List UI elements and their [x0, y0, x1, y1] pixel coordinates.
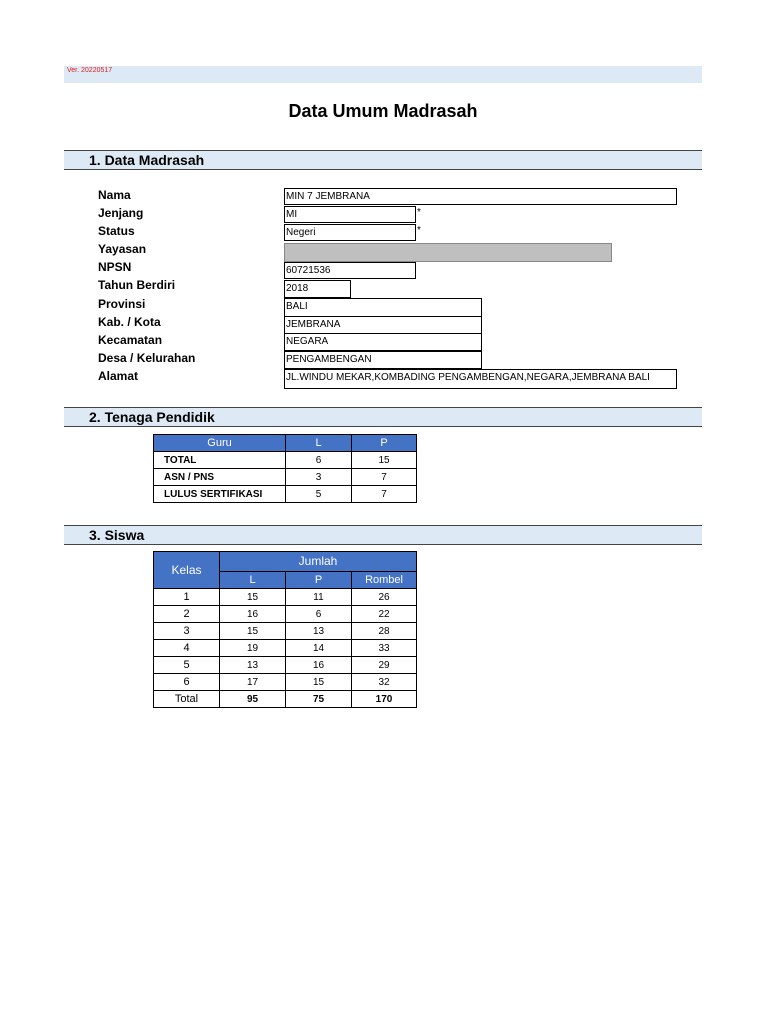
cell-kelas: 6 — [154, 674, 220, 691]
label-provinsi: Provinsi — [98, 297, 146, 311]
table-row — [154, 452, 417, 469]
cell-p[interactable]: 15 — [352, 452, 417, 469]
page-title: Data Umum Madrasah — [288, 101, 478, 121]
label-npsn: NPSN — [98, 260, 132, 274]
cell-total-l: 95 — [220, 691, 286, 708]
version-bar — [64, 66, 702, 83]
section-title: 1. Data Madrasah — [89, 152, 205, 168]
cell-p[interactable]: 14 — [286, 640, 352, 657]
cell-kelas: 5 — [154, 657, 220, 674]
kecamatan-cell[interactable]: NEGARA — [284, 333, 482, 351]
cell-p[interactable]: 7 — [352, 486, 417, 503]
column-header-l: L — [286, 435, 352, 452]
cell-kelas: 3 — [154, 623, 220, 640]
cell-p[interactable]: 7 — [352, 469, 417, 486]
cell-p[interactable]: 6 — [286, 606, 352, 623]
jenjang-cell[interactable]: MI — [284, 206, 416, 223]
provinsi-cell[interactable]: BALI — [284, 298, 482, 317]
nama-cell[interactable]: MIN 7 JEMBRANA — [284, 188, 677, 205]
cell-l[interactable]: 13 — [220, 657, 286, 674]
cell-rombel[interactable]: 33 — [352, 640, 417, 657]
section-title: 3. Siswa — [89, 527, 145, 543]
table-total-row — [154, 691, 417, 708]
cell-l[interactable]: 16 — [220, 606, 286, 623]
label-kecamatan: Kecamatan — [98, 333, 163, 347]
alamat-cell[interactable]: JL.WINDU MEKAR,KOMBADING PENGAMBENGAN,NEGARA,JEMBRANA BALI — [284, 369, 677, 389]
column-header-p: P — [286, 572, 352, 589]
label-nama: Nama — [98, 188, 131, 202]
cell-p[interactable]: 15 — [286, 674, 352, 691]
kab-kota-cell[interactable]: JEMBRANA — [284, 316, 482, 334]
cell-l[interactable]: 15 — [220, 589, 286, 606]
npsn-cell[interactable]: 60721536 — [284, 262, 416, 279]
table-row — [154, 657, 417, 674]
cell-rombel[interactable]: 32 — [352, 674, 417, 691]
status-cell[interactable]: Negeri — [284, 224, 416, 241]
cell-p[interactable]: 16 — [286, 657, 352, 674]
cell-l[interactable]: 3 — [286, 469, 352, 486]
cell-kelas: 2 — [154, 606, 220, 623]
table-row — [154, 606, 417, 623]
table-row — [154, 674, 417, 691]
siswa-table — [153, 551, 417, 708]
cell-l[interactable]: 15 — [220, 623, 286, 640]
label-alamat: Alamat — [98, 369, 139, 383]
table-row — [154, 623, 417, 640]
row-label: TOTAL — [154, 452, 286, 469]
table-row — [154, 589, 417, 606]
column-header-kelas: Kelas — [154, 552, 220, 589]
row-label: LULUS SERTIFIKASI — [154, 486, 286, 503]
column-header-rombel: Rombel — [352, 572, 417, 589]
label-desa-kelurahan: Desa / Kelurahan — [98, 351, 196, 365]
cell-p[interactable]: 11 — [286, 589, 352, 606]
column-header-p: P — [352, 435, 417, 452]
label-yayasan: Yayasan — [98, 242, 147, 256]
section-header-siswa — [64, 525, 702, 545]
status-required-mark: * — [417, 225, 421, 236]
column-header-l: L — [220, 572, 286, 589]
table-header-row — [154, 552, 417, 572]
jenjang-required-mark: * — [417, 207, 421, 218]
cell-rombel[interactable]: 22 — [352, 606, 417, 623]
cell-rombel[interactable]: 29 — [352, 657, 417, 674]
column-header-guru: Guru — [154, 435, 286, 452]
cell-l[interactable]: 19 — [220, 640, 286, 657]
cell-kelas: 4 — [154, 640, 220, 657]
cell-rombel[interactable]: 26 — [352, 589, 417, 606]
label-kab-kota: Kab. / Kota — [98, 315, 161, 329]
tahun-berdiri-cell[interactable]: 2018 — [284, 280, 351, 298]
cell-total-label: Total — [154, 691, 220, 708]
section-header-data-madrasah — [64, 150, 702, 170]
section-title: 2. Tenaga Pendidik — [89, 409, 215, 425]
section-header-tenaga-pendidik — [64, 407, 702, 427]
cell-l[interactable]: 6 — [286, 452, 352, 469]
desa-kelurahan-cell[interactable]: PENGAMBENGAN — [284, 351, 482, 369]
cell-l[interactable]: 5 — [286, 486, 352, 503]
tenaga-pendidik-table — [153, 434, 417, 503]
cell-p[interactable]: 13 — [286, 623, 352, 640]
column-header-jumlah: Jumlah — [220, 552, 417, 572]
table-row — [154, 640, 417, 657]
row-label: ASN / PNS — [154, 469, 286, 486]
version-label: Ver. 20220517 — [67, 67, 113, 74]
cell-total-p: 75 — [286, 691, 352, 708]
cell-l[interactable]: 17 — [220, 674, 286, 691]
cell-kelas: 1 — [154, 589, 220, 606]
cell-total-rombel: 170 — [352, 691, 417, 708]
table-row — [154, 486, 417, 503]
label-jenjang: Jenjang — [98, 206, 144, 220]
cell-rombel[interactable]: 28 — [352, 623, 417, 640]
table-header-row — [154, 435, 417, 452]
label-status: Status — [98, 224, 135, 238]
label-tahun-berdiri: Tahun Berdiri — [98, 278, 176, 292]
yayasan-cell[interactable] — [284, 243, 612, 262]
table-row — [154, 469, 417, 486]
